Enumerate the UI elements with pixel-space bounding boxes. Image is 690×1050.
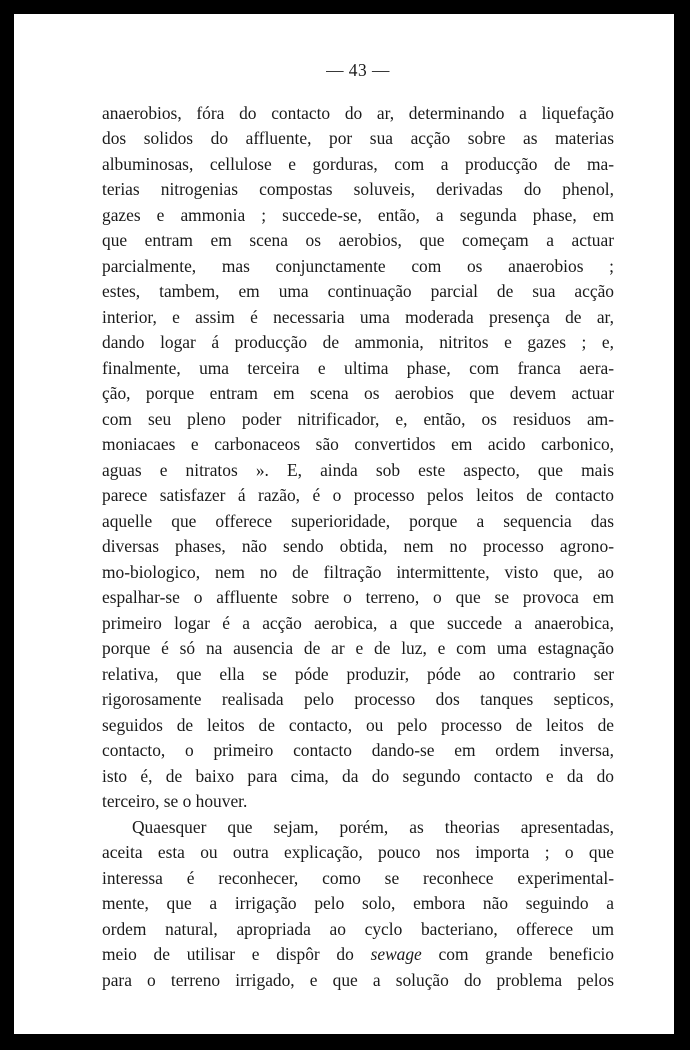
text-line: para o terreno irrigado, e que a solução do problema pelos xyxy=(102,969,614,990)
text-line: parcialmente, mas conjunctamente com os anaerobios ; xyxy=(102,255,614,276)
text-line: anaerobios, fóra do contacto do ar, determinando a liquefação xyxy=(102,102,614,123)
text-line: mente, que a irrigação pelo solo, embora não seguindo a xyxy=(102,893,614,913)
text-line: espalhar-se o affluente sobre o terreno, o que se provoca em xyxy=(102,587,614,607)
text-line-with-italic xyxy=(102,942,614,968)
text-line: contacto, o primeiro contacto dando-se em ordem inversa, xyxy=(102,740,614,760)
text-line: isto é, de baixo para cima, da do segundo contacto e da do xyxy=(102,765,614,786)
text-line: com seu pleno poder nitrificador, e, então, os residuos am- xyxy=(102,408,614,429)
text-line: dos solidos do affluente, por sua acção sobre as materias xyxy=(102,128,614,148)
paragraph-1 xyxy=(102,101,614,815)
text-line: ordem natural, apropriada ao cyclo bacteriano, offerece um xyxy=(102,918,614,939)
text-segment: com grande beneficio xyxy=(421,944,614,964)
text-line: interessa é reconhecer, como se reconhece experimental- xyxy=(102,867,614,888)
text-line: aguas e nitratos ». E, ainda sob este aspecto, que mais xyxy=(102,459,614,480)
text-line: aceita esta ou outra explicação, pouco nos importa ; o que xyxy=(102,842,614,862)
text-line: ção, porque entram em scena os aerobios que devem actuar xyxy=(102,383,614,403)
text-line: que entram em scena os aerobios, que começam a actuar xyxy=(102,230,614,250)
text-line: seguidos de leitos de contacto, ou pelo processo de leitos de xyxy=(102,714,614,735)
text-line: finalmente, uma terceira e ultima phase, com franca aera- xyxy=(102,357,614,378)
text-line: terceiro, se o houver. xyxy=(102,791,248,811)
text-line: terias nitrogenias compostas soluveis, derivadas do phenol, xyxy=(102,179,614,199)
text-line: gazes e ammonia ; succede-se, então, a segunda phase, em xyxy=(102,204,614,225)
text-segment: meio de utilisar e dispôr do xyxy=(102,944,371,964)
text-line: porque é só na ausencia de ar e de luz, e com uma estagnação xyxy=(102,638,614,658)
italic-term-sewage: sewage xyxy=(370,944,422,964)
text-line: diversas phases, não sendo obtida, nem no processo agrono- xyxy=(102,536,614,556)
text-line: rigorosamente realisada pelo processo dos tanques septicos, xyxy=(102,689,614,709)
text-line: parece satisfazer á razão, é o processo pelos leitos de contacto xyxy=(102,485,614,505)
text-line: mo-biologico, nem no de filtração intermittente, visto que, ao xyxy=(102,561,614,582)
text-line: estes, tambem, em uma continuação parcial de sua acção xyxy=(102,281,614,301)
text-line: interior, e assim é necessaria uma moderada presença de ar, xyxy=(102,306,614,327)
paragraph-2 xyxy=(102,815,614,994)
text-line: Quaesquer que sejam, porém, as theorias apresentadas, xyxy=(132,816,614,837)
text-line: aquelle que offerece superioridade, porque a sequencia das xyxy=(102,510,614,531)
text-line: albuminosas, cellulose e gorduras, com a producção de ma- xyxy=(102,153,614,174)
book-page xyxy=(102,58,614,993)
text-line: relativa, que ella se póde produzir, póde ao contrario ser xyxy=(102,663,614,684)
text-line: dando logar á producção de ammonia, nitritos e gazes ; e, xyxy=(102,332,614,352)
text-line: moniacaes e carbonaceos são convertidos em acido carbonico, xyxy=(102,434,614,454)
page-number: — 43 — xyxy=(326,60,390,80)
text-line: primeiro logar é a acção aerobica, a que succede a anaerobica, xyxy=(102,612,614,633)
